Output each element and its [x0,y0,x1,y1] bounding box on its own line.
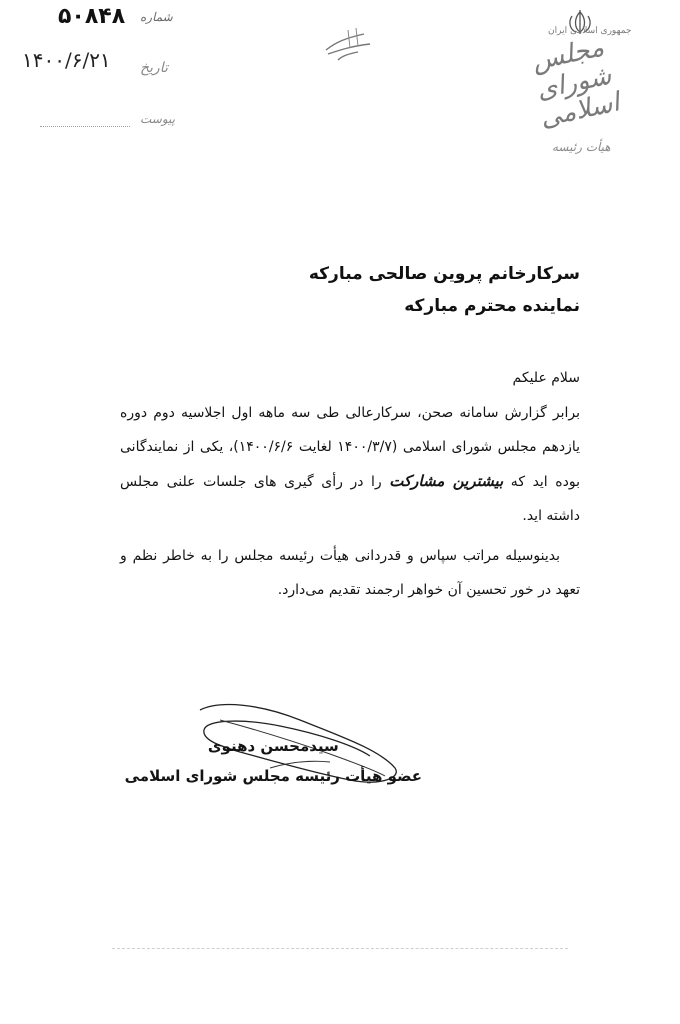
attachment-label: پیوست [140,112,175,126]
letter-number: ۵۰۸۴۸ [58,4,126,29]
emblem-title: مجلس شورای اسلامی [529,32,623,134]
bismillah-calligraphy-icon [318,20,378,70]
paragraph-1-emphasis: بیشترین مشارکت [389,472,504,490]
attachment-line [40,126,130,127]
letter-number-label: شماره [140,10,173,24]
salutation: سلام علیکم [512,370,580,386]
letter-date: ۱۴۰۰/۶/۲۱ [22,48,111,72]
paragraph-1-start: برابر گزارش سامانه صحن، سرکارعالی طی سه ماهه اول اجلاسیه دوم دوره یازدهم مجلس شورای اسلامی (۱۴۰۰/۳/۷ لغایت ۱۴۰۰/۶/۶)، یکی از نمایندگانی بوده اید که [120,405,580,490]
emblem-subtitle: هیأت رئیسه [552,140,611,154]
signer-title: عضو هیأت رئیسه مجلس شورای اسلامی [124,767,422,785]
letter-body [120,370,580,607]
body-paragraph-1 [120,396,580,533]
footer-divider [112,948,568,949]
letter-date-label: تاریخ [140,60,168,76]
body-paragraph-2: بدینوسیله مراتب سپاس و قدردانی هیأت رئیسه مجلس را به خاطر نظم و تعهد در خور تحسین آن خواهر ارجمند تقدیم می‌دارد. [120,548,580,598]
paragraph-1-end: را در رأی گیری های جلسات علنی مجلس داشته اید. [120,474,580,524]
addressee-title: نماینده محترم مبارکه [404,296,580,316]
emblem-caption: جمهوری اسلامی ایران [548,26,632,36]
signer-block [125,737,422,785]
addressee-block [309,264,580,328]
signer-name: سیدمحسن دهنوی [207,737,339,755]
addressee-name: سرکارخانم پروین صالحی مبارکه [308,264,580,284]
